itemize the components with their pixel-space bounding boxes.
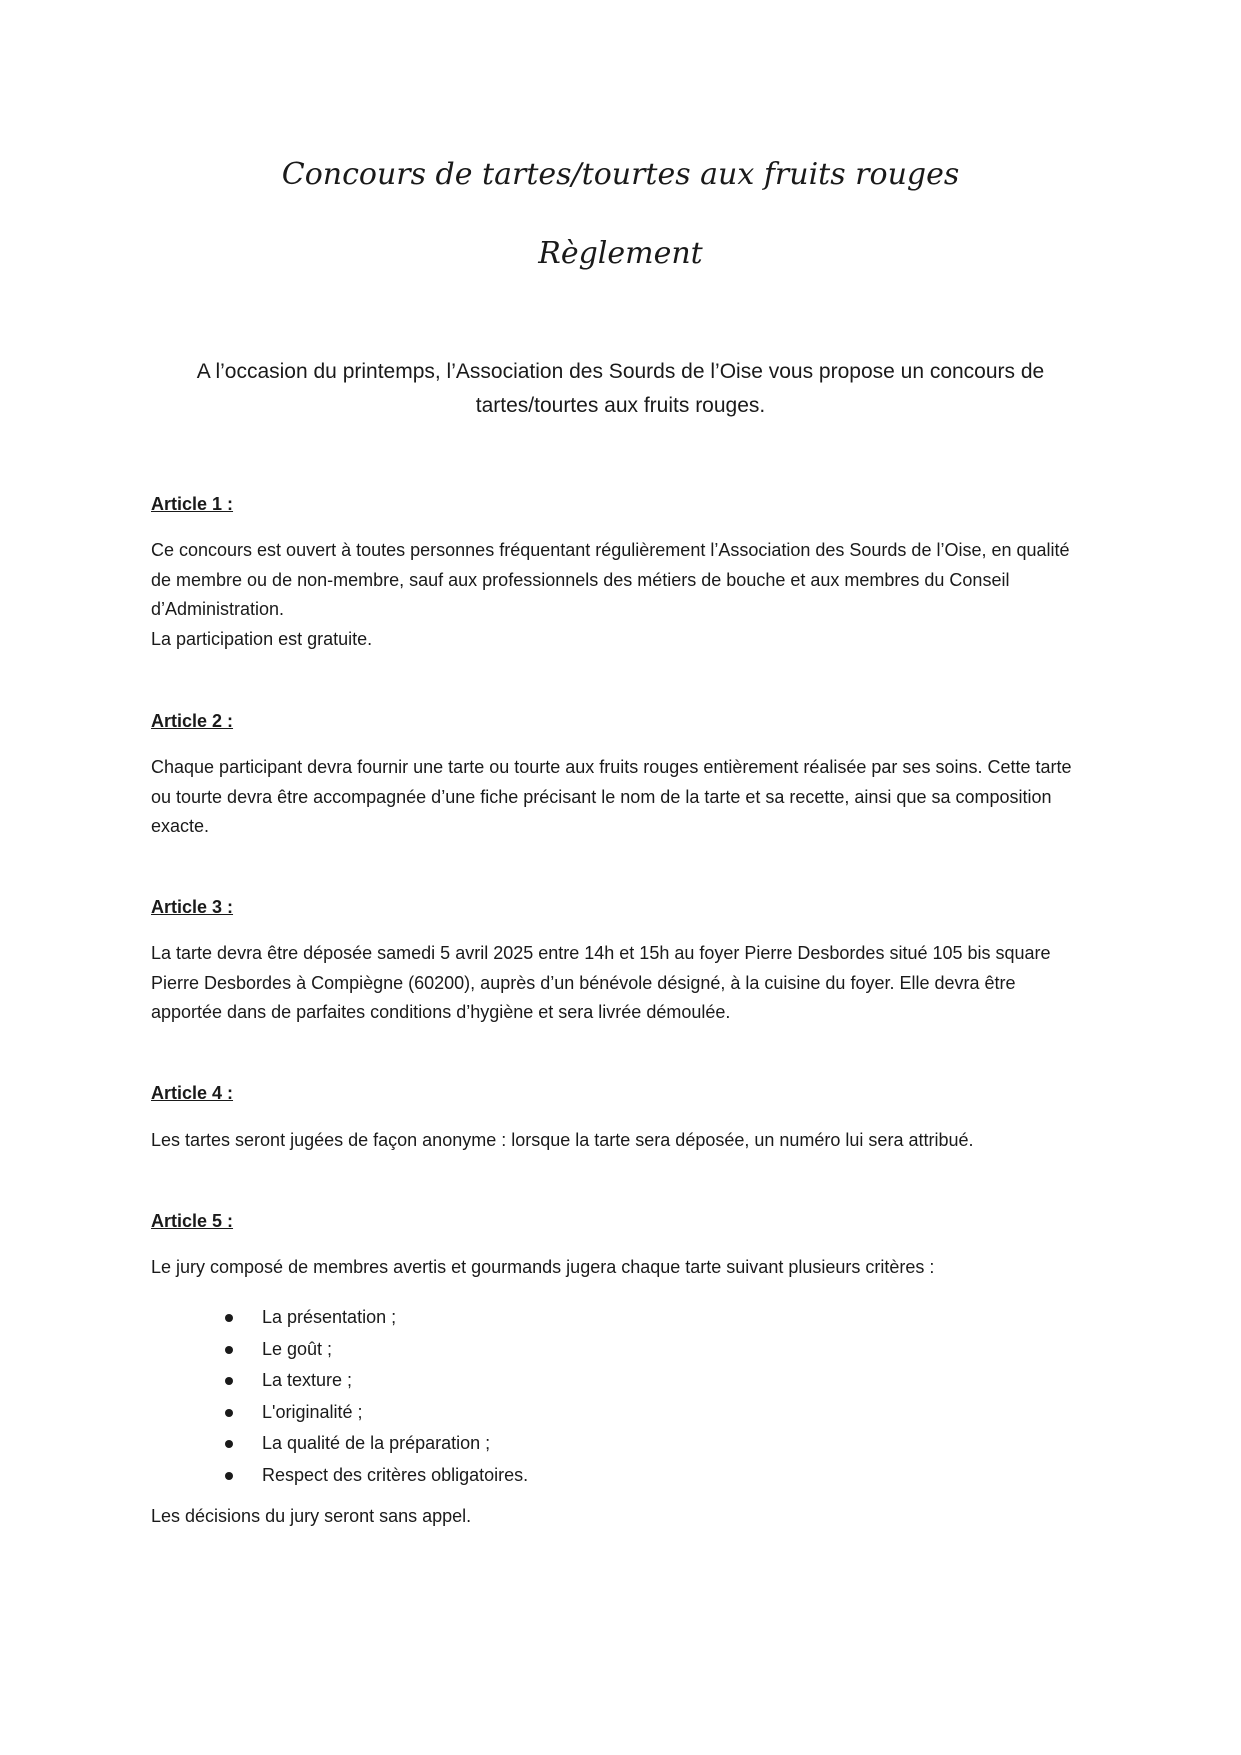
article-2-text: Chaque participant devra fournir une tarte ou tourte aux fruits rouges entièrement réalisée par ses soins. Cette tarte ou tourte devra être accompagnée d’une fiche précisant le nom de la tarte et sa recette, ainsi que sa composition exacte.	[151, 757, 1072, 836]
list-item	[225, 1365, 528, 1397]
list-item	[225, 1334, 528, 1366]
bullet-icon	[225, 1472, 233, 1480]
article-3-text: La tarte devra être déposée samedi 5 avril 2025 entre 14h et 15h au foyer Pierre Desbordes situé 105 bis square Pierre Desbordes à Compiègne (60200), auprès d’un bénévole désigné, à la cuisine du foyer. Elle devra être apportée dans de parfaites conditions d’hygiène et sera livrée démoulée.	[151, 943, 1051, 1022]
criterion-label: La présentation ;	[262, 1307, 397, 1327]
bullet-icon	[225, 1440, 233, 1448]
criteria-list	[225, 1302, 528, 1491]
article-5-closing	[151, 1502, 1091, 1532]
article-2-heading: Article 2 :	[151, 711, 234, 731]
criterion-label: La texture ;	[262, 1370, 353, 1390]
article-2-body	[151, 753, 1091, 842]
list-item	[225, 1460, 528, 1492]
article-1-text: Ce concours est ouvert à toutes personnes fréquentant régulièrement l’Association des Sourds de l’Oise, en qualité de membre ou de non-membre, sauf aux professionnels des métiers de bouche et aux membres du Conseil d’Administration.	[151, 540, 1070, 619]
criterion-label: L'originalité ;	[262, 1401, 363, 1422]
intro-paragraph: A l’occasion du printemps, l’Association des Sourds de l’Oise vous propose un concours de tartes/tourtes aux fruits rouges.	[196, 360, 1045, 417]
bullet-icon	[225, 1346, 233, 1354]
document-title: Concours de tartes/tourtes aux fruits rouges	[281, 157, 960, 192]
article-4-text: Les tartes seront jugées de façon anonyme : lorsque la tarte sera déposée, un numéro lui sera attribué.	[151, 1130, 974, 1150]
criterion-label: La qualité de la préparation ;	[262, 1433, 491, 1453]
article-4-heading: Article 4 :	[151, 1083, 234, 1103]
article-1-body	[151, 536, 1091, 654]
article-3-heading: Article 3 :	[151, 897, 234, 917]
list-item	[225, 1302, 528, 1334]
criterion-label: Le goût ;	[262, 1338, 333, 1359]
list-item	[225, 1397, 528, 1429]
article-1-heading: Article 1 :	[151, 494, 234, 514]
article-1-note: La participation est gratuite.	[151, 628, 373, 649]
criterion-label: Respect des critères obligatoires.	[262, 1464, 529, 1485]
closing-text: Les décisions du jury seront sans appel.	[151, 1506, 472, 1526]
bullet-icon	[225, 1409, 233, 1417]
article-5-heading: Article 5 :	[151, 1211, 234, 1231]
article-5-body	[151, 1253, 1091, 1283]
article-5-text: Le jury composé de membres avertis et gourmands jugera chaque tarte suivant plusieurs critères :	[151, 1257, 935, 1277]
bullet-icon	[225, 1377, 233, 1385]
list-item	[225, 1428, 528, 1460]
document-subtitle: Règlement	[538, 236, 703, 271]
article-4-body	[151, 1126, 1091, 1156]
article-3-body	[151, 939, 1091, 1028]
bullet-icon	[225, 1314, 233, 1322]
